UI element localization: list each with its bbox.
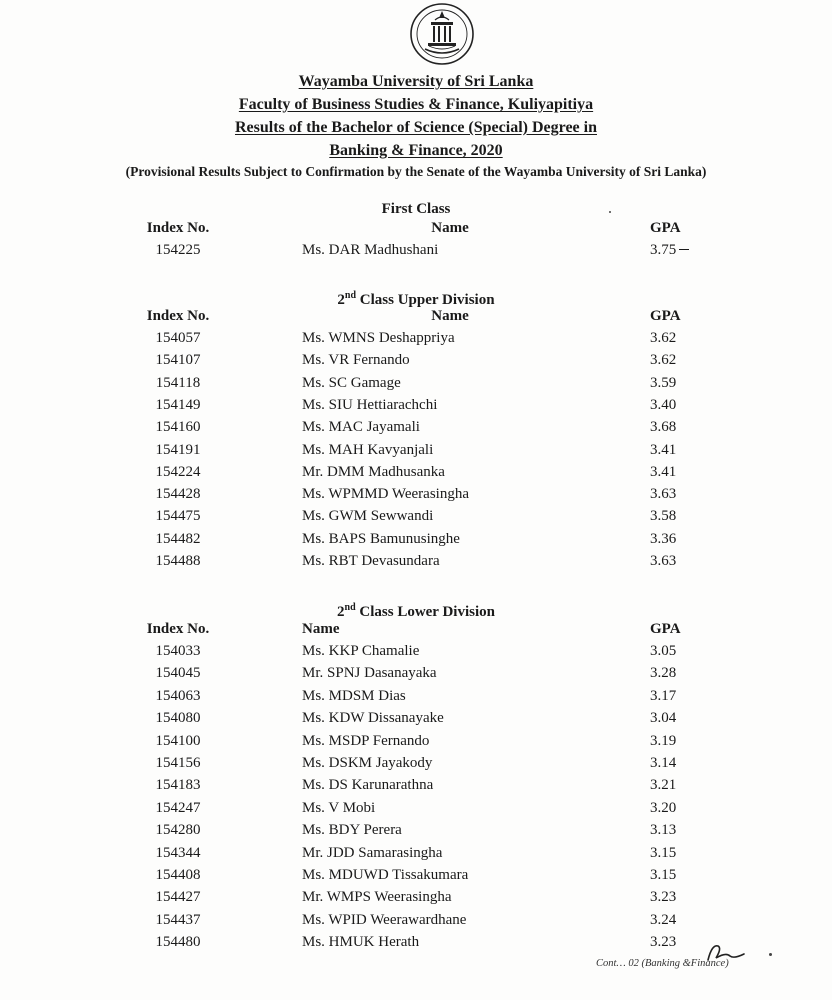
table-row xyxy=(0,528,832,550)
index-number: 154156 xyxy=(155,755,201,771)
lower-division-title: 2nd Class Lower Division xyxy=(337,602,495,620)
gpa-value: 3.21 xyxy=(650,777,677,794)
gpa-value: 3.28 xyxy=(650,665,677,682)
student-name: Mr. DMM Madhusanka xyxy=(302,463,445,480)
table-row xyxy=(0,774,832,796)
student-name: Ms. VR Fernando xyxy=(302,352,410,369)
upper-division-header-row xyxy=(0,305,832,327)
index-number: 154033 xyxy=(155,643,201,659)
student-name: Ms. RBT Devasundara xyxy=(302,553,440,569)
table-row xyxy=(0,707,832,729)
gpa-value: 3.68 xyxy=(650,419,677,436)
gpa-column-header: GPA xyxy=(650,308,681,324)
table-row xyxy=(0,685,832,707)
gpa-value: 3.62 xyxy=(650,330,677,346)
table-row xyxy=(0,550,832,572)
table-row xyxy=(0,640,832,662)
university-name: Wayamba University of Sri Lanka xyxy=(298,73,534,90)
first-class-header-row xyxy=(0,217,832,239)
index-number: 154224 xyxy=(155,463,201,480)
index-number: 154428 xyxy=(155,486,201,503)
name-column-header: Name xyxy=(431,308,469,324)
continuation-note: Cont… 02 (Banking &Finance) xyxy=(596,958,729,969)
student-name: Ms. BDY Perera xyxy=(302,822,402,839)
gpa-value: 3.41 xyxy=(650,441,677,458)
index-number: 154225 xyxy=(155,242,201,258)
gpa-value: 3.05 xyxy=(650,643,677,659)
index-number: 154427 xyxy=(155,889,201,906)
student-name: Ms. MDUWD Tissakumara xyxy=(302,867,469,883)
gpa-value: 3.41 xyxy=(650,463,677,480)
table-row xyxy=(0,730,832,752)
table-row xyxy=(0,864,832,886)
index-number: 154160 xyxy=(155,419,201,436)
table-row xyxy=(0,752,832,774)
results-title: Results of the Bachelor of Science (Special) Degree in xyxy=(234,119,597,136)
table-row xyxy=(0,886,832,908)
index-number: 154057 xyxy=(155,330,201,346)
index-number: 154344 xyxy=(155,844,201,861)
index-number: 154149 xyxy=(155,396,201,413)
gpa-value: 3.40 xyxy=(650,396,677,413)
index-number: 154183 xyxy=(155,777,201,794)
table-row xyxy=(0,842,832,864)
index-number: 154045 xyxy=(155,665,201,682)
index-column-header: Index No. xyxy=(146,621,210,637)
student-name: Ms. DAR Madhushani xyxy=(302,242,439,258)
gpa-value: 3.23 xyxy=(650,889,677,906)
gpa-value: 3.24 xyxy=(650,911,677,928)
table-row xyxy=(0,819,832,841)
gpa-value: 3.62 xyxy=(650,352,677,369)
table-row xyxy=(0,327,832,349)
index-number: 154280 xyxy=(155,822,201,839)
gpa-value: 3.14 xyxy=(650,755,677,771)
gpa-column-header: GPA xyxy=(650,220,681,236)
index-number: 154480 xyxy=(155,934,201,951)
student-name: Ms. WPMMD Weerasingha xyxy=(302,486,469,503)
index-number: 154080 xyxy=(155,710,201,727)
gpa-value: 3.58 xyxy=(650,508,677,525)
university-seal-logo xyxy=(407,2,477,66)
table-row xyxy=(0,416,832,438)
table-row xyxy=(0,797,832,819)
lower-division-header-row xyxy=(0,618,832,640)
gpa-value: 3.75 xyxy=(650,239,710,261)
index-number: 154107 xyxy=(155,352,201,369)
index-number: 154100 xyxy=(155,732,201,749)
student-name: Ms. MAC Jayamali xyxy=(302,419,420,436)
table-row xyxy=(0,662,832,684)
student-name: Ms. SIU Hettiarachchi xyxy=(302,396,438,413)
student-name: Ms. DS Karunarathna xyxy=(302,777,434,794)
gpa-value: 3.63 xyxy=(650,486,677,503)
degree-name: Banking & Finance, 2020 xyxy=(329,142,503,159)
student-name: Ms. MDSM Dias xyxy=(302,687,406,704)
student-name: Ms. MAH Kavyanjali xyxy=(302,441,434,458)
gpa-value: 3.19 xyxy=(650,732,677,749)
student-name: Ms. V Mobi xyxy=(302,799,376,816)
table-row xyxy=(0,909,832,931)
upper-division-title: 2nd Class Upper Division xyxy=(337,290,495,308)
pen-mark xyxy=(679,249,689,250)
table-row xyxy=(0,439,832,461)
index-number: 154408 xyxy=(155,867,201,883)
gpa-value: 3.04 xyxy=(650,710,677,727)
gpa-column-header: GPA xyxy=(650,621,681,637)
table-row xyxy=(0,461,832,483)
gpa-value: 3.36 xyxy=(650,530,677,547)
student-name: Ms. SC Gamage xyxy=(302,374,401,391)
index-column-header: Index No. xyxy=(146,308,210,324)
gpa-value: 3.15 xyxy=(650,844,677,861)
name-column-header: Name xyxy=(431,220,469,236)
gpa-value: 3.23 xyxy=(650,934,677,951)
table-row xyxy=(0,349,832,371)
gpa-value: 3.59 xyxy=(650,374,677,391)
index-number: 154247 xyxy=(155,799,201,816)
index-number: 154191 xyxy=(155,441,201,458)
gpa-value: 3.17 xyxy=(650,687,677,704)
gpa-value: 3.63 xyxy=(650,553,677,569)
index-number: 154063 xyxy=(155,687,201,704)
gpa-value: 3.13 xyxy=(650,822,677,839)
student-name: Mr. JDD Samarasingha xyxy=(302,844,443,861)
student-name: Ms. WPID Weerawardhane xyxy=(302,911,467,928)
first-class-title: First Class xyxy=(381,201,451,217)
table-row xyxy=(0,483,832,505)
student-name: Ms. WMNS Deshappriya xyxy=(302,330,455,346)
faculty-name: Faculty of Business Studies & Finance, Kuliyapitiya xyxy=(238,96,594,113)
gpa-value: 3.15 xyxy=(650,867,677,883)
name-column-header: Name xyxy=(302,621,340,637)
student-name: Mr. WMPS Weerasingha xyxy=(302,889,452,906)
table-row xyxy=(0,394,832,416)
student-name: Ms. GWM Sewwandi xyxy=(302,508,434,525)
pen-dot xyxy=(769,953,772,956)
student-name: Ms. KKP Chamalie xyxy=(302,643,420,659)
student-name: Ms. BAPS Bamunusinghe xyxy=(302,530,460,547)
speck-mark xyxy=(609,211,611,213)
index-number: 154488 xyxy=(155,553,201,569)
index-number: 154475 xyxy=(155,508,201,525)
table-row xyxy=(0,239,832,261)
index-column-header: Index No. xyxy=(146,220,210,236)
provisional-note: (Provisional Results Subject to Confirmation by the Senate of the Wayamba University of Sri Lanka) xyxy=(125,164,707,179)
student-name: Mr. SPNJ Dasanayaka xyxy=(302,665,437,682)
student-name: Ms. MSDP Fernando xyxy=(302,732,430,749)
index-number: 154118 xyxy=(155,374,201,391)
index-number: 154437 xyxy=(155,911,201,928)
table-row xyxy=(0,372,832,394)
student-name: Ms. KDW Dissanayake xyxy=(302,710,444,727)
gpa-value: 3.20 xyxy=(650,799,677,816)
table-row xyxy=(0,505,832,527)
student-name: Ms. DSKM Jayakody xyxy=(302,755,433,771)
student-name: Ms. HMUK Herath xyxy=(302,934,420,951)
index-number: 154482 xyxy=(155,530,201,547)
